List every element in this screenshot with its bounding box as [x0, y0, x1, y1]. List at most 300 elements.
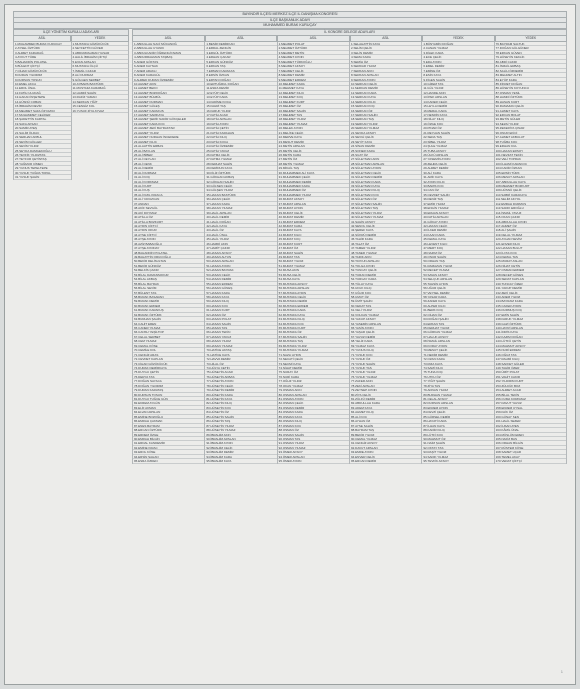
- list-item: 149.TAHİR ÖZER: [495, 366, 566, 370]
- tables-wrapper: [13, 29, 567, 464]
- list-item: 28.YAĞMUR ÇİMEN: [14, 162, 71, 166]
- list-item: 83.ADEM KAYA: [350, 406, 421, 410]
- list-item: 76.DERYA TAŞ: [133, 375, 204, 379]
- list-item: 116.ABDULLAH AYDIN: [495, 220, 566, 224]
- list-item: 94.ENVER ÇELİK: [350, 455, 421, 459]
- list-item: 37.EMİR YILDIZ: [422, 202, 493, 206]
- list-item: 62.VOLKAN YILMAZ: [350, 313, 421, 317]
- list-item: 38.ENGİN YILMAZ: [422, 206, 493, 210]
- list-item: 3.ABDURRAHMAN YAŞAR: [72, 51, 129, 55]
- list-item: 8.DURAN YILDIRIM: [14, 73, 71, 77]
- list-item: 69.YILMAZ KAYA: [350, 344, 421, 348]
- list-item: 87.HÜSEYİN YILDIZ: [205, 424, 276, 428]
- list-item: 104.KADİR ÖZKAN: [495, 166, 566, 170]
- list-item: 29.MİKAİL TAŞ: [278, 166, 349, 170]
- list-item: 122.HASAN BULUT: [495, 246, 566, 250]
- page-number: 1: [560, 669, 563, 674]
- list-item: 9.SERKAN AYDIN: [350, 78, 421, 82]
- list-item: 52.TUNCAY ÇELİK: [350, 268, 421, 272]
- list-item: 97.AHMET AKBULUT: [495, 135, 566, 139]
- list-item: 6.ERKAN TAŞ: [205, 64, 276, 68]
- list-item: 51.TOLGA AYDIN: [350, 264, 421, 268]
- list-item: 79.HÜSEYİN KEKLİK: [495, 55, 566, 59]
- list-item: 18.ŞADETTİN KARTAL: [14, 117, 71, 121]
- list-item: 78.ZEKİ ARSLAN: [350, 384, 421, 388]
- list-item: 142.KAZIM DOĞAN: [495, 335, 566, 339]
- list-item: 132.ZEKİ ÇELİK: [495, 291, 566, 295]
- list-item: 17.FATİH ACAR: [205, 113, 276, 117]
- delegate-column-1: [132, 42, 204, 464]
- list-item: 73.CİHAD GÖZÜKÜÇÜK: [133, 362, 204, 366]
- list-item: 95.İBRAHİM KAYA: [205, 459, 276, 463]
- list-item: 99.ERHAN KUL: [495, 144, 566, 148]
- list-item: 165.NAFİZ BAŞ: [495, 437, 566, 441]
- list-item: 40.SÜLEYMAN YILMAZ: [350, 215, 421, 219]
- list-item: 38.HAKAN YILMAZ: [205, 206, 276, 210]
- list-item: 71.NEDİM DEMİR: [422, 353, 493, 357]
- list-item: 19.SERKAN YILDIZ: [350, 122, 421, 126]
- list-item: 162.İHSAN ATEŞ: [495, 424, 566, 428]
- list-item: 94.ÖMER ARSLAN: [278, 455, 349, 459]
- list-item: 105.ERSİN TÜRK: [495, 171, 566, 175]
- list-item: 111.SELİM AKYOL: [495, 197, 566, 201]
- list-item: 43.AYDIN OKUR: [133, 228, 204, 232]
- list-item: 24.FATİH ÖZDEMİR: [205, 144, 276, 148]
- list-item: 12.EYÜP ÇELİK: [205, 91, 276, 95]
- list-item: 109.HÜSNÜ ÇELİK: [495, 188, 566, 192]
- list-item: 164.MÜSLÜM EREN: [495, 433, 566, 437]
- list-item: 4.ERHAN ÇAKAR: [205, 55, 276, 59]
- list-item: 38.SÜLEYMAN TAŞ: [350, 206, 421, 210]
- list-item: 31.GÖKHAN AKBAŞ: [205, 175, 276, 179]
- list-item: 78.ZİYA TAŞ: [422, 384, 493, 388]
- list-item: 2.SEYFETTİN GÜVER: [72, 46, 129, 50]
- list-item: 8.ADEM KARAGÜL: [133, 73, 204, 77]
- list-item: 6.MUSTAFA ÖLÇÜ: [72, 64, 129, 68]
- list-item: 54.SELÇUK ARSLAN: [422, 277, 493, 281]
- list-item: 12.AHMET BOZDOĞAN: [133, 91, 204, 95]
- list-item: 86.HÜSEYİN TAŞ: [205, 419, 276, 423]
- list-item: 85.EMİNE BOZOĞLU: [133, 415, 204, 419]
- list-item: 26.SUAT ÖZ: [350, 153, 421, 157]
- list-item: 77.DOĞAN GÜLGÜNER: [495, 46, 566, 50]
- list-item: 1.MUHAMMED BURAK KURUÇAY: [14, 42, 71, 46]
- header-line-2: İLÇE BAŞKANLIK ADAYI: [13, 17, 567, 23]
- list-item: 36.HAKAN ÇELİK: [205, 197, 276, 201]
- list-item: 83.OSMAN DEMİR: [278, 406, 349, 410]
- list-item: 42.MURAT KARA: [278, 224, 349, 228]
- list-item: 98.TUĞBA KOÇ: [495, 140, 566, 144]
- list-item: 14.AHMET DURMAN: [133, 100, 204, 104]
- list-item: 26.ALİ BİBER: [133, 153, 204, 157]
- list-item: 49.ONUR ŞAHİN: [422, 255, 493, 259]
- list-item: 35.CEVDET ŞAHİN: [422, 193, 493, 197]
- list-item: 47.AYŞE AYDINAY: [133, 246, 204, 250]
- list-item: 89.LÜTFİ KOÇ: [422, 433, 493, 437]
- list-item: 87.ENES BAYRAM: [133, 424, 204, 428]
- list-item: 49.MURAT TAŞ: [278, 255, 349, 259]
- list-item: 57.HASAN KARA: [205, 291, 276, 295]
- list-item: 145.NURİ ERDEM: [495, 348, 566, 352]
- list-item: 80.BURHAN YILMAZ: [422, 393, 493, 397]
- list-item: 82.HÜSEYİN KILIÇ: [205, 401, 276, 405]
- list-item: 41.HALİL DOĞAN: [205, 220, 276, 224]
- list-item: 53.SAVAŞ AKSOY: [422, 273, 493, 277]
- list-item: 13.RAFİZ YAMAN: [72, 95, 129, 99]
- list-item: 50.MURAT YILDIZ: [278, 259, 349, 263]
- list-item: 63.HASAN POLAT: [205, 317, 276, 321]
- list-item: 29.ALİ DEMİR: [133, 166, 204, 170]
- list-item: 56.MUSTAFA ARSLAN: [278, 286, 349, 290]
- list-item: 9.DURSUN TOSUN: [14, 78, 71, 82]
- list-item: 95.TEVFİK AKSOY: [422, 459, 493, 463]
- list-item: 59.BURAK DEMİR: [133, 299, 204, 303]
- list-item: 148.SAFFET GÜLER: [495, 362, 566, 366]
- list-item: 94.SADIK YILMAZ: [422, 455, 493, 459]
- list-item: 94.İBRAHİM KARA: [205, 455, 276, 459]
- list-item: 13.EYÜP KARA: [205, 95, 276, 99]
- list-item: 17.NESRİN KAYA: [422, 113, 493, 117]
- list-item: 87.İLHAN KAYA: [422, 424, 493, 428]
- list-item: 21.SALİM ÖLDAÇ: [14, 131, 71, 135]
- list-item: 25.ŞEYDA DAMGEKOĞLU: [14, 149, 71, 153]
- list-item: 30.ALİ DURMAZ: [133, 171, 204, 175]
- list-item: 112.EMRAH DURMUŞ: [495, 202, 566, 206]
- list-item: 83.EKREM AYDIN: [422, 406, 493, 410]
- list-item: 91.İBRAHİM AYDIN: [205, 441, 276, 445]
- list-item: 22.SEVGİ ÇELİK: [350, 135, 421, 139]
- list-item: 3.SELİN DEMİR: [350, 51, 421, 55]
- list-item: 40.MURAT DEMİR: [278, 215, 349, 219]
- list-item: 62.HASAN ÖZ: [205, 313, 276, 317]
- list-item: 7.SERKAN AKIN: [350, 69, 421, 73]
- list-item: 44.ŞÜKRÜ DEMİR: [350, 233, 421, 237]
- list-item: 84.HÜSEYİN ÖZ: [205, 410, 276, 414]
- list-item: 2.CANAN YILMAZ: [422, 46, 493, 50]
- list-item: 67.CELAL ŞERBET: [133, 335, 204, 339]
- list-item: 92.ERCAN BOLAT: [495, 113, 566, 117]
- list-item: 106.MESUT ARSLAN: [495, 175, 566, 179]
- list-item: 24.METİN ARSLAN: [278, 144, 349, 148]
- list-item: 43.MURAT KAYA: [278, 228, 349, 232]
- list-item: 2.ERDAL ZENGİN: [205, 46, 276, 50]
- list-item: 76.NURİ KARA: [278, 375, 349, 379]
- list-item: 69.KORAY AYDIN: [422, 344, 493, 348]
- list-item: 3.ABDULKADİR ÖĞRENGİYAMAN: [133, 51, 204, 55]
- list-item: 64.CAHİT EREN: [133, 322, 204, 326]
- list-item: 75.TUNA KOÇ: [422, 370, 493, 374]
- list-item: 50.BEKİR DELİSULTAN: [133, 259, 204, 263]
- list-item: 101.NEVZAT TEKİN: [495, 153, 566, 157]
- list-item: 36.DENİZ TAŞ: [422, 197, 493, 201]
- list-item: 66.HASAN TEKİN: [205, 330, 276, 334]
- list-item: 89.ERDEM ÖZGE: [133, 433, 204, 437]
- list-item: 44.AYŞE ÇİFTÇİ: [133, 233, 204, 237]
- list-item: 70.CEMİLE KOL: [133, 348, 204, 352]
- list-item: 39.HALİL ARSLAN: [205, 211, 276, 215]
- list-item: 46.LEVENT KILIÇ: [422, 242, 493, 246]
- list-item: 52.HASAN BAYRAK: [205, 268, 276, 272]
- list-item: 24.ALAATTİN ERBAS: [133, 144, 204, 148]
- list-item: 26.ÜLKÜ ARSLAN: [422, 153, 493, 157]
- list-item: 19.ŞAFA AKSAN: [14, 122, 71, 126]
- list-item: 120.AYHAN SEVİM: [495, 237, 566, 241]
- list-item: 135.CAFER AYDIN: [495, 304, 566, 308]
- list-item: 19.AHMET KARA KOÇ: [133, 122, 204, 126]
- list-item: 80.ABDİ ÇAKIR: [495, 60, 566, 64]
- list-item: 4.MEHMET AYDIN: [278, 55, 349, 59]
- list-item: 89.OSMAN ŞAHİN: [278, 433, 349, 437]
- list-item: 12.HANDE AKIN: [422, 91, 493, 95]
- list-item: 21.SEVDA AKSOY: [350, 131, 421, 135]
- list-item: 7.EMİNE ÖZ: [422, 69, 493, 73]
- document-page: [4, 4, 576, 685]
- list-item: 16.MERAL KARA: [422, 109, 493, 113]
- delegate-columns: [132, 42, 567, 464]
- list-item: 125.MURAT ASLAN: [495, 259, 566, 263]
- list-item: 20.AHMET ZEKİ BAYRAKTAR: [133, 126, 204, 130]
- list-item: 57.BÜLENT TAŞ: [133, 291, 204, 295]
- list-item: 66.MUSTAFA ÖZ: [278, 330, 349, 334]
- list-item: 70.MUSTAFA YILMAZ: [278, 348, 349, 352]
- list-item: 95.ZEKERİYA ÇINAR: [495, 126, 566, 130]
- list-item: 10.MEHMET KARA: [278, 82, 349, 86]
- list-item: 85.FİKRET DOĞAN: [495, 82, 566, 86]
- list-item: 66.YAŞAR ÇELİK: [350, 330, 421, 334]
- list-item: 54.BİLAL AKBAŞ: [133, 277, 204, 281]
- list-item: 75.HÜSEYİN ACAR: [205, 370, 276, 374]
- list-item: 56.UFUK KILIÇ: [350, 286, 421, 290]
- management-board-table: [13, 29, 129, 464]
- list-item: 64.MUSTAFA KOÇ: [278, 322, 349, 326]
- list-item: 93.EROL KÖSE: [133, 450, 204, 454]
- list-item: 46.HAMDİ AKIN: [205, 242, 276, 246]
- list-item: 168.SAMET UÇAR: [495, 450, 566, 454]
- list-item: 52.MUSA AKIN: [278, 268, 349, 272]
- list-item: 25.TUBA AKSOY: [422, 149, 493, 153]
- list-item: 18.MEHMET YILDIZ: [278, 117, 349, 121]
- list-item: 77.HÜSEYİN AYDIN: [205, 379, 276, 383]
- list-item: 144.MAHMUT AKSOY: [495, 344, 566, 348]
- list-item: 36.SÜLEYMAN ÖZ: [350, 197, 421, 201]
- list-item: 161.HALİL SEZER: [495, 419, 566, 423]
- list-item: 6.SERDAR YILDIZ: [350, 64, 421, 68]
- list-item: 88.KADİR KILIÇ: [422, 428, 493, 432]
- list-item: 6.MEHMET AKSOY: [278, 64, 349, 68]
- list-item: 166.ORHAN BİLGİN: [495, 441, 566, 445]
- list-item: 5.ADEM GÖKTAŞ: [133, 60, 204, 64]
- list-item: 5.MEHMET TÜRKOĞLU: [278, 60, 349, 64]
- list-item: 21.REYHAN ŞAHİN: [422, 131, 493, 135]
- list-item: 15.SERKAN KOÇ: [350, 104, 421, 108]
- list-item: 41.GÖKAY AYDIN: [422, 220, 493, 224]
- list-item: 68.YELİZ KARA: [350, 339, 421, 343]
- list-item: 157.DAVUT YAVUZ: [495, 401, 566, 405]
- list-item: 89.İBRAHİM AKIN: [205, 433, 276, 437]
- delegate-column-6: [494, 42, 567, 464]
- list-item: 25.FATİH YAVUZ: [205, 149, 276, 153]
- management-board-asil-column: [13, 42, 71, 180]
- list-item: 87.OSMAN KOÇ: [278, 424, 349, 428]
- list-item: 33.MUHAMMED KARA: [278, 184, 349, 188]
- list-item: 39.ERHAN AKSOY: [422, 211, 493, 215]
- list-item: 60.VEDAT TAŞ: [350, 304, 421, 308]
- list-item: 46.TALAT ÖZ: [350, 242, 421, 246]
- list-item: 32.GÖKHAN ŞAHİN: [205, 180, 276, 184]
- list-item: 30.MUHAMMED ALİ KAYA: [278, 171, 349, 175]
- list-item: 19.MEHMET YILMAZ: [278, 122, 349, 126]
- list-item: 53.TURAN DEMİR: [350, 273, 421, 277]
- list-item: 4.AYKUT TÜRE: [14, 55, 71, 59]
- list-item: 24.ŞULE YILMAZ: [422, 144, 493, 148]
- list-item: 48.HASAN AKSOY: [205, 251, 276, 255]
- list-item: 17.MUHAMMET ÇELİKER: [14, 113, 71, 117]
- list-item: 11.SERKAN DEMİR: [350, 86, 421, 90]
- list-item: 65.FERHAT YILDIZ: [422, 326, 493, 330]
- list-item: 36.ALİ YAVUZCAN: [133, 197, 204, 201]
- column-header-asil: ASİL: [205, 36, 278, 42]
- list-item: 46.AZİZ BABAOĞLU: [133, 242, 204, 246]
- list-item: 5.BAHADDİN POLATEL: [14, 60, 71, 64]
- list-item: 136.DURMUŞ KOÇ: [495, 308, 566, 312]
- list-item: 8.ESİN KAYA: [422, 73, 493, 77]
- list-item: 89.BEKİR YILDIZ: [350, 433, 421, 437]
- list-item: 88.OSMAN ÖZ: [278, 428, 349, 432]
- list-item: 20.SERKAN YILMAZ: [350, 126, 421, 130]
- list-item: 1.MEHMET POLAT: [278, 42, 349, 46]
- list-item: 90.CEMAL YILMAZ: [350, 437, 421, 441]
- list-item: 131.YAKUP DEMİR: [495, 286, 566, 290]
- list-item: 72.YUSUF ÖZ: [350, 357, 421, 361]
- list-item: 5.SEMİH ÖZ: [350, 60, 421, 64]
- list-item: 47.TAMER YILDIZ: [350, 246, 421, 250]
- list-item: 34.GÜLŞEN YILDIZ: [205, 188, 276, 192]
- list-item: 75.DUYGU ÇETİN: [133, 370, 204, 374]
- list-item: 140.HAYRİ ARSLAN: [495, 326, 566, 330]
- list-item: 4.SEMA KARA: [350, 55, 421, 59]
- list-item: 153.ZÜLKÜF BOZ: [495, 384, 566, 388]
- list-item: 15.İBRAHİM DEVİR: [14, 104, 71, 108]
- list-item: 117.AHMET ÖZ: [495, 224, 566, 228]
- list-item: 74.DURAK DEMİRKAYA: [133, 366, 204, 370]
- list-item: 43.ŞEREF KAYA: [350, 228, 421, 232]
- list-item: 92.İBRAHİM ÇELİK: [205, 446, 276, 450]
- list-item: 75.YUSUF YILDIZ: [350, 370, 421, 374]
- list-item: 28.FERHAT ŞAHİN: [205, 162, 276, 166]
- list-item: 27.SÜLEYMAN AKIN: [350, 157, 421, 161]
- list-item: 80.HÜSEYİN KARA: [205, 393, 276, 397]
- list-item: 83.HÜSEYİN KOÇ: [205, 406, 276, 410]
- list-item: 118.ALİ ŞAHİN: [495, 228, 566, 232]
- list-item: 70.HATİCE AKTAŞ: [205, 348, 276, 352]
- list-item: 15.AHMET GÜLEŞ: [133, 104, 204, 108]
- list-item: 12.MEHMET KILIÇ: [278, 91, 349, 95]
- list-item: 12.HAMDİ ŞAHİN: [72, 91, 129, 95]
- list-item: 50.ORHAN TAŞ: [422, 259, 493, 263]
- list-item: 18.AHMET ŞERİF NADİR GÖKÇELER: [133, 117, 204, 121]
- list-item: 65.MUSTAFA KURT: [278, 326, 349, 330]
- list-item: 51.RAMAZAN YILDIZ: [422, 264, 493, 268]
- list-item: 28.SÜLEYMAN ARSLAN: [350, 162, 421, 166]
- list-item: 43.İLKER DEMİR: [422, 228, 493, 232]
- list-item: 56.UĞUR ÇELİK: [422, 286, 493, 290]
- list-item: 37.HAKAN KARA: [205, 202, 276, 206]
- list-item: 45.HALİL YILDIZ: [205, 237, 276, 241]
- list-item: 3.DİLEK KARA: [422, 51, 493, 55]
- list-item: 1.SELAHATTİN KAYA: [350, 42, 421, 46]
- list-item: 30.FİLİZ ÖZTÜRK: [205, 171, 276, 175]
- list-item: 80.ZİYA ÇELİK: [350, 393, 421, 397]
- list-item: 34.SÜLEYMAN KILIÇ: [350, 188, 421, 192]
- list-item: 72.NECATİ ÇELİK: [278, 357, 349, 361]
- list-item: 41.ATİLLA BOZKURT: [133, 220, 204, 224]
- list-item: 58.UMUT ÖZ: [350, 295, 421, 299]
- list-item: 73.RIZA KAYA: [422, 362, 493, 366]
- list-item: 119.CELAL YILMAZ: [495, 233, 566, 237]
- list-item: 23.SEYİT KAYA: [350, 140, 421, 144]
- list-item: 27.METİN ÖZ: [278, 157, 349, 161]
- list-item: 47.MURAT ÖZ: [278, 246, 349, 250]
- list-item: 67.YAVUZ DEMİR: [350, 335, 421, 339]
- list-item: 147.RAHMİ KILIÇ: [495, 357, 566, 361]
- list-item: 86.AYHAN ÖZ: [350, 419, 421, 423]
- list-item: 60.HASAN KOÇ: [205, 304, 276, 308]
- list-item: 59.MUSTAFA DEMİR: [278, 299, 349, 303]
- list-item: 64.ERKAN TAŞ: [422, 322, 493, 326]
- list-item: 61.HASAN KURT: [205, 308, 276, 312]
- list-item: 93.EMRE AYDIN: [350, 450, 421, 454]
- list-item: 44.MURAT KILIÇ: [278, 233, 349, 237]
- delegate-table-title: İL KONGRE DELEGE ADAYLARI: [132, 29, 567, 36]
- list-item: 13.AHMET BÜLBÜL: [133, 95, 204, 99]
- list-item: 10.GİZEM TAŞ: [422, 82, 493, 86]
- list-item: 74.HÜLYA ÇETİN: [205, 366, 276, 370]
- list-item: 29.SÜLEYMAN AYDIN: [350, 166, 421, 170]
- list-item: 16.YUSUF ZİYA AYVAZ: [72, 109, 129, 113]
- list-item: 114.İSMAİL YAVUZ: [495, 211, 566, 215]
- list-item: 95.ESRA ÖZDEN: [133, 459, 204, 463]
- list-item: 79.HÜSEYİN DEMİR: [205, 388, 276, 392]
- list-item: 121.ENVER KILIÇ: [495, 242, 566, 246]
- list-item: 23.FATİH KOCA: [205, 140, 276, 144]
- list-item: 16.SERKAN ÖZ: [350, 109, 421, 113]
- list-item: 40.HALİL DEMİR: [205, 215, 276, 219]
- list-item: 82.EKREM AYGÜN: [133, 401, 204, 405]
- list-item: 55.HASAN ERDEM: [205, 282, 276, 286]
- list-item: 95.ERCAN DEMİR: [350, 459, 421, 463]
- list-item: 15.LEYLA DEMİR: [422, 104, 493, 108]
- list-item: 83.MEHMET ALTIN: [495, 73, 566, 77]
- list-item: 38.AKİF SEVGÜL: [133, 206, 204, 210]
- list-item: 160.GÜNAY ŞEN: [495, 415, 566, 419]
- list-item: 25.SONER KARA: [350, 149, 421, 153]
- list-item: 14.FADİME KOCA: [205, 100, 276, 104]
- list-item: 55.TAHSİN AYDIN: [422, 282, 493, 286]
- list-item: 79.ZEYNEP AYDIN: [350, 388, 421, 392]
- list-item: 50.HASAN ARSLAN: [205, 259, 276, 263]
- list-item: 11.MUSTAFA KARABAĞ: [72, 86, 129, 90]
- list-item: 4.ABDURRAHMAN TAŞBAŞ: [133, 55, 204, 59]
- list-item: 71.NAZLI AYDIN: [278, 353, 349, 357]
- list-item: 63.BURHAN ŞAHİN: [133, 317, 204, 321]
- list-item: 7.CİHAD GÖZÜKÜÇÜK: [14, 69, 71, 73]
- list-item: 17.SERKAN ŞAHİN: [350, 113, 421, 117]
- list-item: 17.AHMET SARIKAYA: [133, 113, 204, 117]
- list-item: 53.BİLAL DAMANSOKUR: [133, 273, 204, 277]
- list-item: 67.HALUK AKSOY: [422, 335, 493, 339]
- list-item: 38.MURAT AYDIN: [278, 206, 349, 210]
- list-item: 9.AHMED DURAN ÖZDEMİR: [133, 78, 204, 82]
